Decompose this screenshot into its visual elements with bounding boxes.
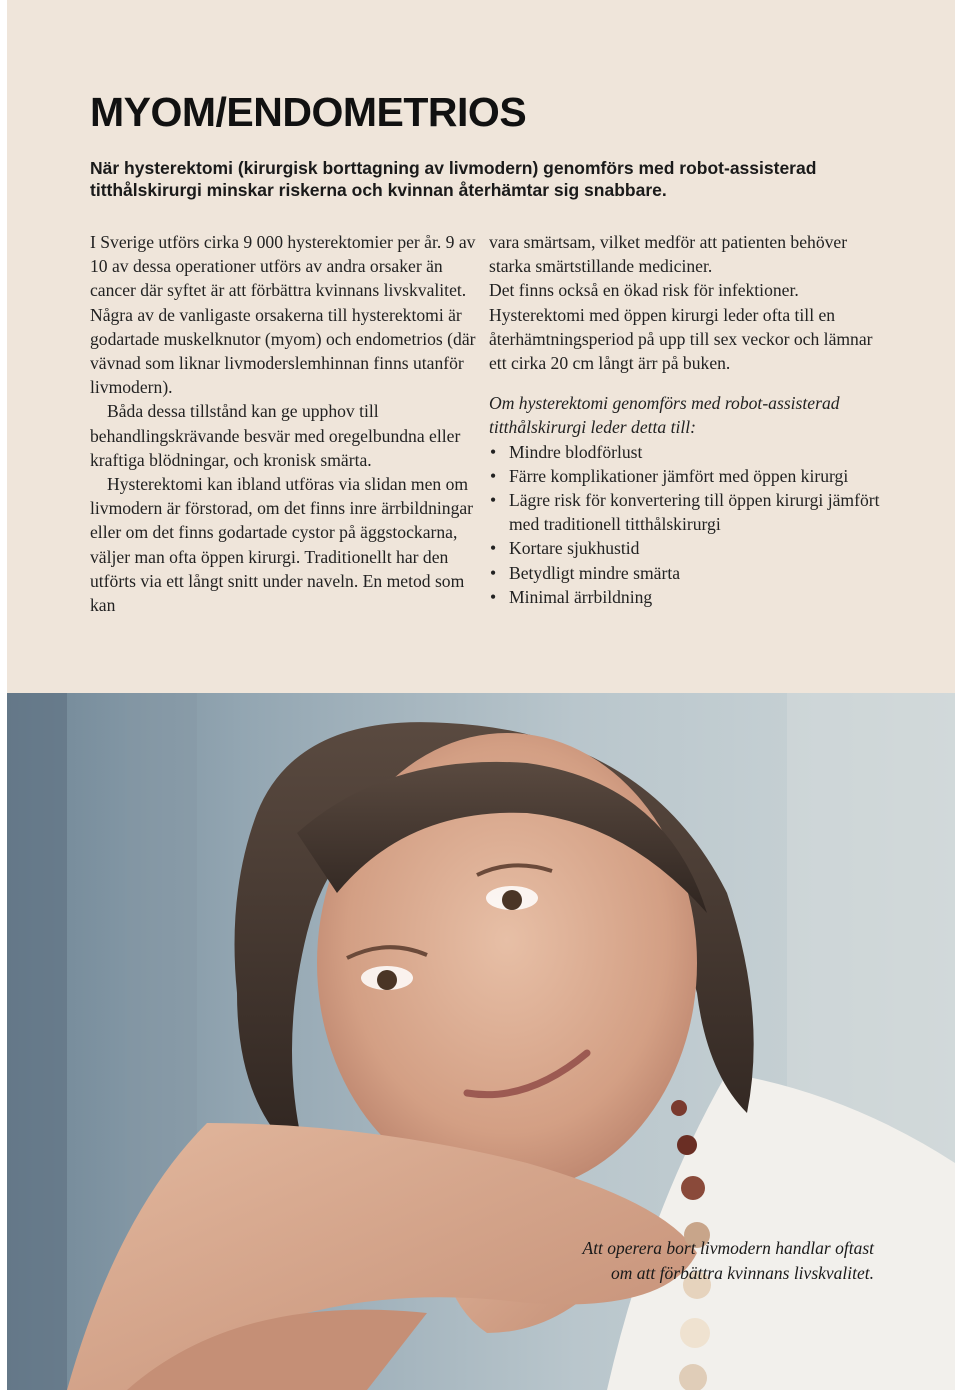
benefit-item: • Minimal ärrbildning	[489, 585, 881, 609]
left-paragraph-2: Båda dessa tillstånd kan ge upphov till behandlingskrävande besvär med oregelbundna eller kraftiga blödningar, och kronisk smärta.	[90, 401, 461, 470]
left-paragraph-1: I Sverige utförs cirka 9 000 hysterektomier per år. 9 av 10 av dessa operationer utförs av andra orsaker än cancer där syftet är att förbättra kvinnans livskvalitet. Några av de vanligaste orsakerna till hysterektomi är godartade muskelknutor (myom) och endometrios (där vävnad som liknar livmoderslemhinnan finns utanför livmodern).	[90, 232, 476, 398]
lead-paragraph: När hysterektomi (kirurgisk borttagning av livmodern) genomförs med robot-assisterad titthålskirurgi minskar riskerna och kvinnan återhämtar sig snabbare.	[90, 158, 817, 200]
benefit-item: • Mindre blodförlust	[489, 440, 881, 464]
right-paragraph-3: Hysterektomi med öppen kirurgi leder ofta till en återhämtningsperiod på upp till sex veckor och lämnar ett cirka 20 cm långt ärr på buken.	[489, 304, 873, 374]
benefit-item: • Färre komplikationer jämfört med öppen kirurgi	[489, 464, 881, 488]
right-paragraph-1: vara smärtsam, vilket medför att patienten behöver starka smärtstillande mediciner.	[489, 232, 848, 277]
benefit-item: • Lägre risk för konvertering till öppen kirurgi jämfört med traditionell titthålskirurgi	[489, 488, 881, 536]
page-title: MYOM/ENDOMETRIOS	[90, 89, 527, 135]
benefits-list	[489, 440, 881, 609]
right-column	[489, 230, 881, 609]
benefit-item: • Betydligt mindre smärta	[489, 561, 881, 585]
right-paragraph-2: Det finns också en ökad risk för infektioner.	[489, 280, 799, 301]
left-paragraph-3: Hysterektomi kan ibland utföras via slidan men om livmodern är förstorad, om det finns inre ärrbildningar eller om det finns godartade cystor på äggstockarna, väljer man ofta öppen kirurgi. Traditionellt har den utförts via ett långt snitt under naveln. En metod som kan	[90, 474, 474, 616]
left-column	[90, 230, 478, 617]
portrait-illustration	[7, 693, 955, 1390]
portrait-photo	[7, 693, 955, 1390]
benefit-item: • Kortare sjukhustid	[489, 536, 881, 560]
benefits-intro: Om hysterektomi genomförs med robot-assisterad titthålskirurgi leder detta till:	[489, 393, 840, 438]
photo-caption: Att operera bort livmodern handlar oftast om att förbättra kvinnans livskvalitet.	[582, 1238, 874, 1283]
